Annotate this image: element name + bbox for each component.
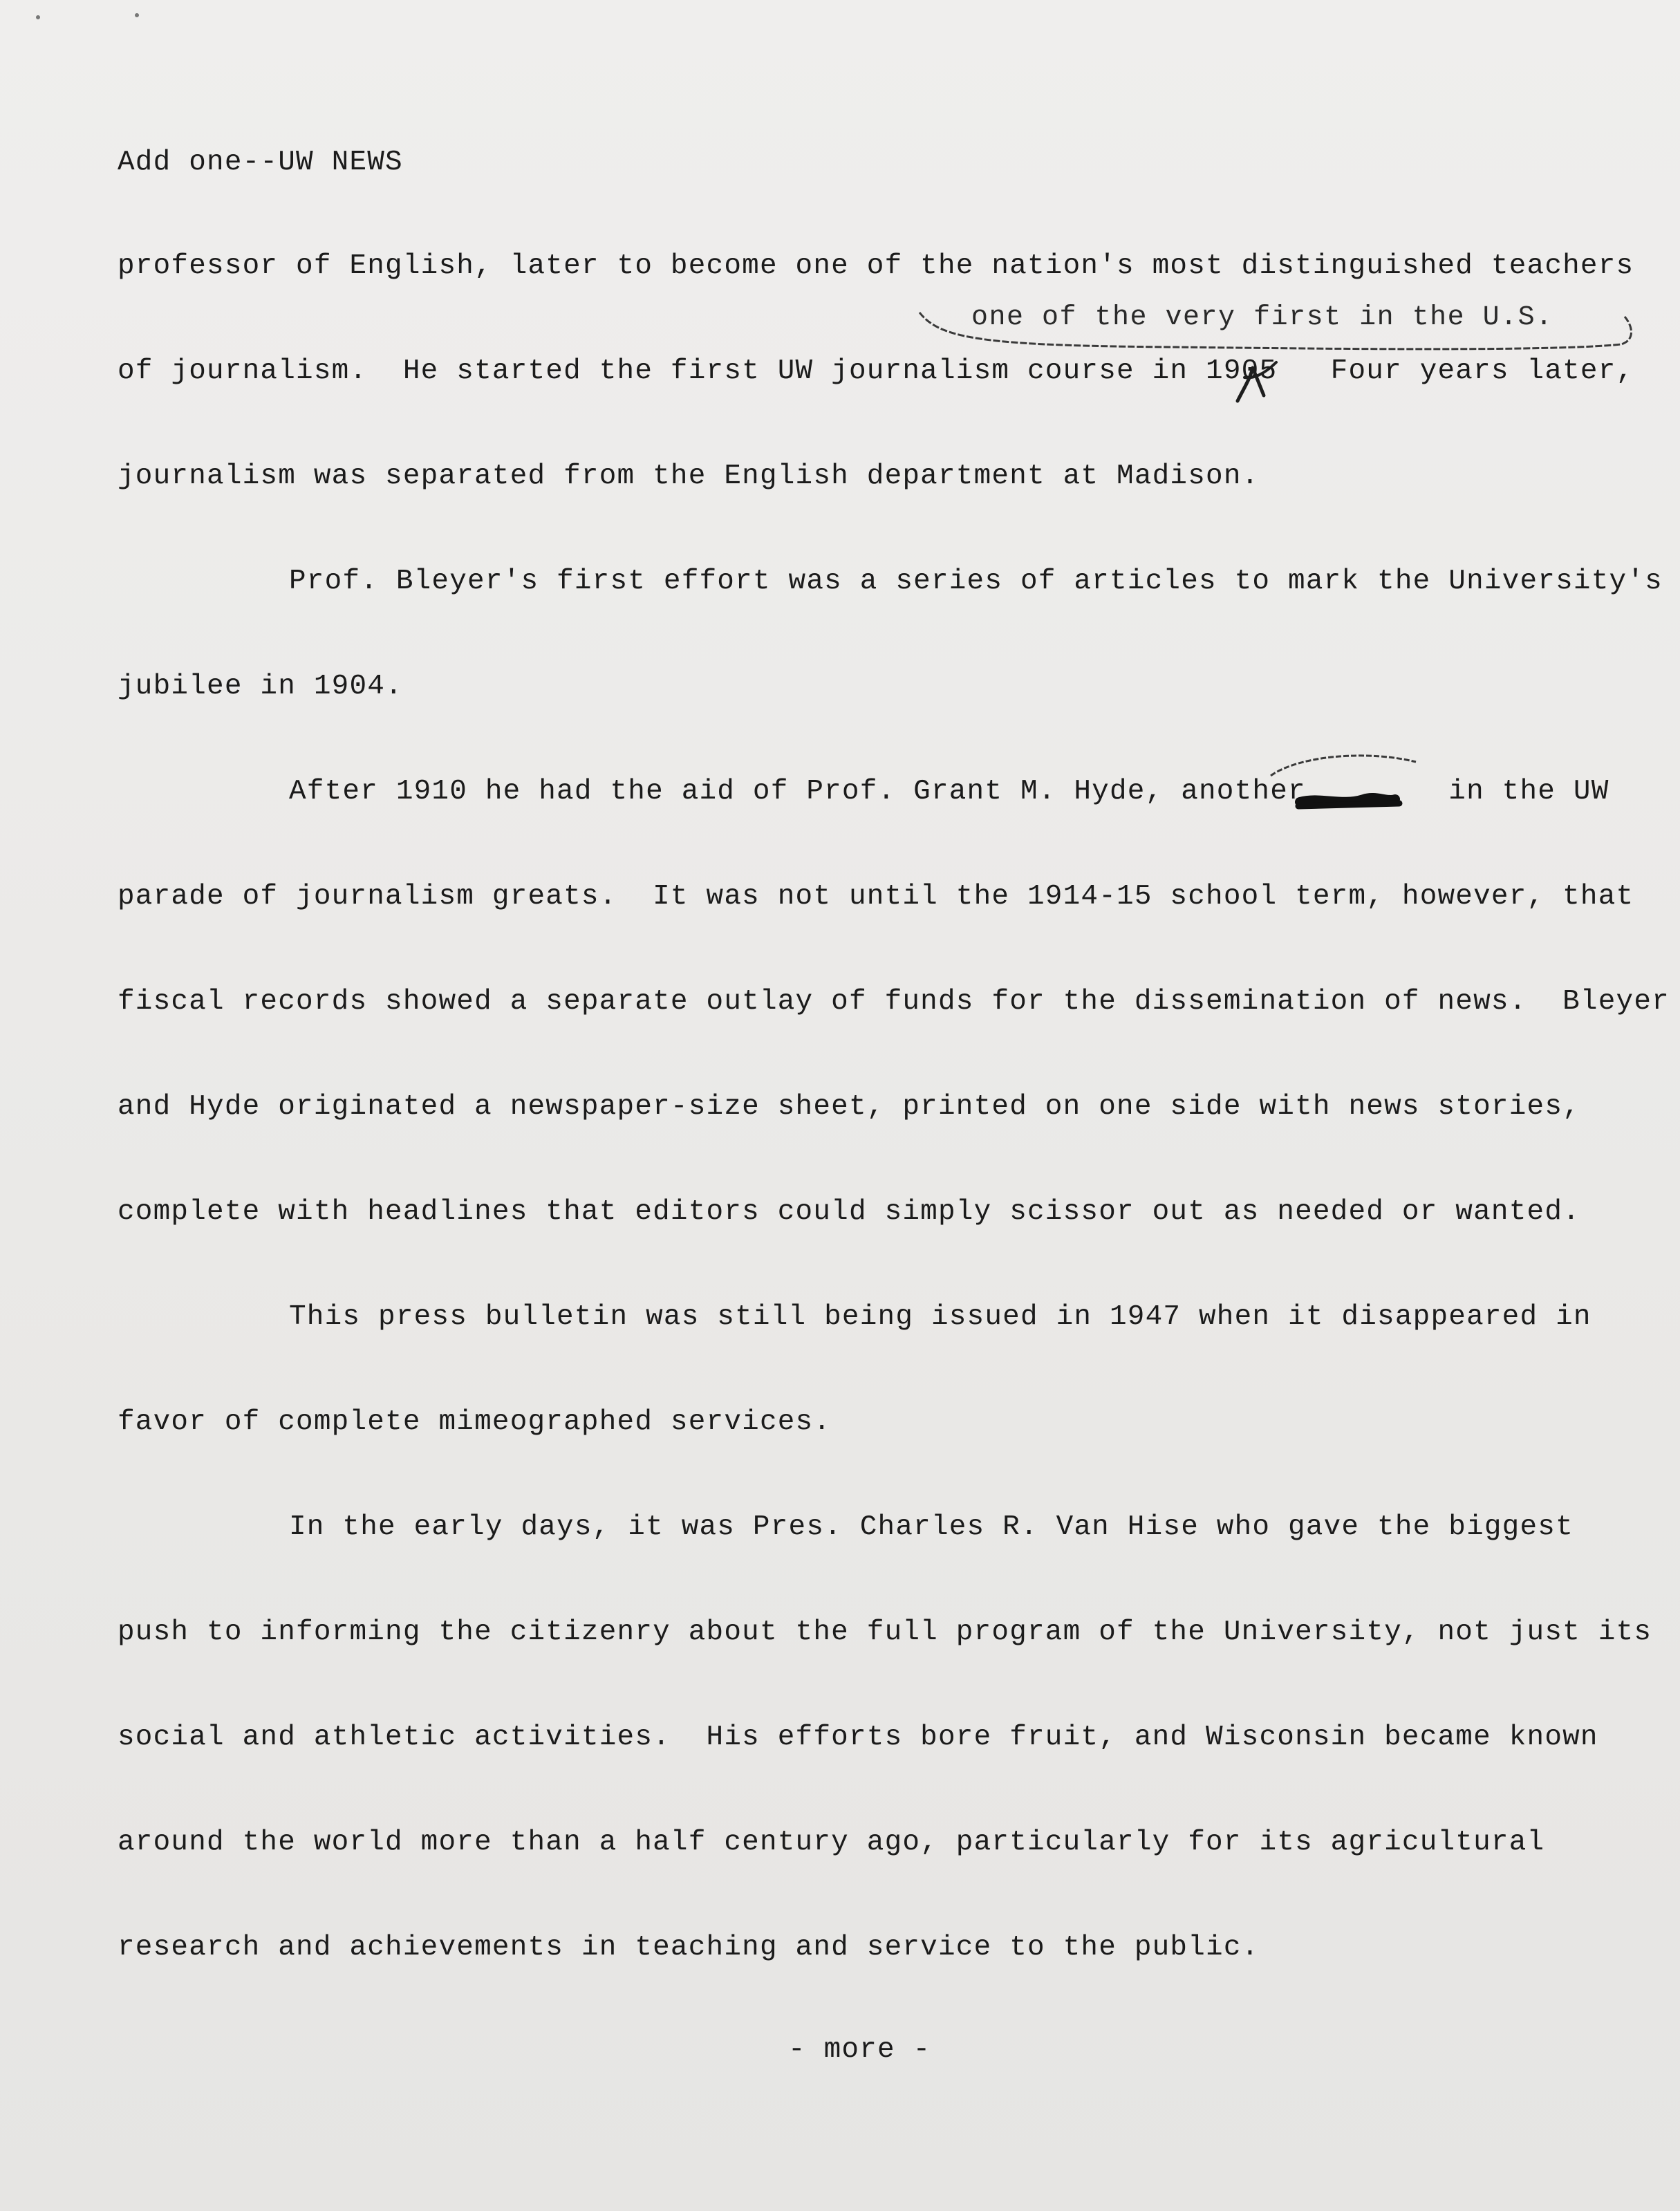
header-slug: Add one--UW NEWS [118, 147, 403, 178]
body-line-3: journalism was separated from the English department at Madison. [118, 460, 1260, 492]
body-line-1: professor of English, later to become one of the nation's most distinguished teachers [118, 250, 1634, 282]
body-line-13: In the early days, it was Pres. Charles R. Van Hise who gave the biggest [289, 1511, 1574, 1543]
body-line-11: This press bulletin was still being issued in 1947 when it disappeared in [289, 1301, 1592, 1333]
body-line-7: parade of journalism greats. It was not until the 1914-15 school term, however, that [118, 881, 1634, 913]
continuation-marker: - more - [788, 2034, 931, 2066]
handwritten-insertion: one of the very first in the U.S. [971, 302, 1553, 333]
body-line-6: After 1910 he had the aid of Prof. Grant M. Hyde, another in the UW [289, 776, 1609, 808]
body-line-2: of journalism. He started the first UW journalism course in 1905 Four years later, [118, 355, 1634, 387]
arc-mark [1271, 756, 1416, 776]
body-line-8: fiscal records showed a separate outlay of funds for the dissemination of news. Bleyer [118, 986, 1670, 1018]
body-line-10: complete with headlines that editors could simply scissor out as needed or wanted. [118, 1196, 1580, 1228]
speck-mark [36, 15, 40, 19]
body-line-5: jubilee in 1904. [118, 671, 403, 702]
body-line-16: around the world more than a half century ago, particularly for its agricultural [118, 1827, 1545, 1858]
speck-mark [135, 13, 139, 17]
body-line-15: social and athletic activities. His efforts bore fruit, and Wisconsin became known [118, 1722, 1598, 1753]
body-line-9: and Hyde originated a newspaper-size sheet, printed on one side with news stories, [118, 1091, 1580, 1123]
body-line-12: favor of complete mimeographed services. [118, 1406, 832, 1438]
body-line-14: push to informing the citizenry about the full program of the University, not just its [118, 1616, 1652, 1648]
body-line-4: Prof. Bleyer's first effort was a series of articles to mark the University's [289, 566, 1663, 597]
body-line-17: research and achievements in teaching and service to the public. [118, 1932, 1260, 1963]
